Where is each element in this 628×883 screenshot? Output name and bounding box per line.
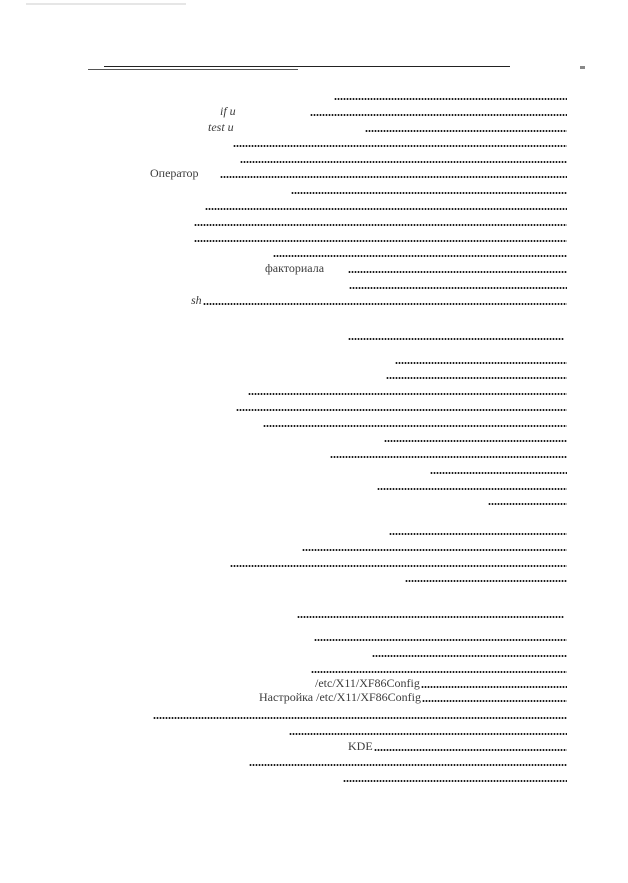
dot-leader	[377, 488, 567, 490]
toc-entry-text: Настройка /etc/X11/XF86Config	[259, 690, 421, 704]
toc-entry	[248, 753, 567, 767]
dot-leader	[384, 440, 567, 442]
toc-entry	[193, 213, 567, 227]
dot-leader	[194, 240, 567, 242]
scan-artifact	[26, 3, 186, 5]
toc-entry	[272, 244, 567, 258]
toc-entry	[394, 351, 567, 365]
toc-entry	[150, 165, 567, 179]
toc-entry	[333, 87, 567, 101]
toc-entry	[371, 644, 567, 658]
dot-leader	[233, 145, 567, 147]
dot-leader	[236, 409, 567, 411]
toc-entry	[383, 429, 567, 443]
toc-entry	[208, 119, 567, 133]
toc-entry	[310, 660, 567, 674]
toc-entry	[388, 522, 567, 536]
dot-leader	[334, 98, 567, 100]
dot-leader	[395, 362, 567, 364]
dot-leader	[310, 114, 567, 116]
toc-entry	[290, 181, 567, 195]
dot-leader	[205, 208, 567, 210]
toc-entry	[204, 197, 567, 211]
dot-leader	[488, 503, 567, 505]
toc-entry	[193, 229, 567, 243]
toc-entry	[262, 414, 567, 428]
toc-entry	[296, 605, 564, 619]
dot-leader	[291, 192, 567, 194]
toc-entry	[229, 554, 567, 568]
toc-entry-text: test и	[208, 120, 234, 134]
dot-leader	[302, 549, 567, 551]
toc-entry-text: /etc/X11/XF86Config	[315, 676, 420, 690]
toc-entry	[232, 134, 567, 148]
dot-leader	[273, 255, 567, 257]
header-rule	[88, 66, 510, 70]
toc-entry-text: KDE	[348, 739, 373, 753]
toc-entry-text: Оператор	[150, 166, 199, 180]
dot-leader	[405, 580, 567, 582]
toc-entry	[329, 445, 567, 459]
toc-entry	[385, 366, 567, 380]
toc-entry-text: факториала	[265, 261, 325, 275]
scan-artifact	[580, 66, 585, 69]
toc-entry-text: sh	[191, 293, 202, 307]
toc-entry	[376, 477, 567, 491]
dot-leader	[430, 472, 567, 474]
toc-entry-text: if и	[220, 104, 236, 118]
dot-leader	[194, 224, 567, 226]
dot-leader	[365, 130, 567, 132]
dot-leader	[422, 700, 567, 702]
toc-entry	[191, 292, 567, 306]
dot-leader	[389, 533, 567, 535]
dot-leader	[348, 271, 567, 273]
dot-leader	[348, 338, 564, 340]
dot-leader	[220, 176, 567, 178]
toc-entry	[348, 276, 567, 290]
dot-leader	[386, 377, 567, 379]
dot-leader	[311, 671, 567, 673]
toc-entry	[239, 150, 567, 164]
dot-leader	[249, 764, 567, 766]
toc-entry	[235, 398, 567, 412]
toc-entry	[220, 103, 567, 117]
dot-leader	[203, 303, 567, 305]
toc-entry	[315, 675, 567, 689]
dot-leader	[289, 733, 567, 735]
dot-leader	[240, 161, 567, 163]
toc-entry	[348, 738, 567, 752]
toc-entry	[288, 722, 567, 736]
dot-leader	[349, 287, 567, 289]
toc-entry	[347, 327, 564, 341]
toc-entry	[429, 461, 567, 475]
toc-entry	[265, 260, 567, 274]
toc-entry	[342, 769, 567, 783]
dot-leader	[372, 655, 567, 657]
toc-entry	[259, 689, 567, 703]
dot-leader	[314, 639, 567, 641]
toc-entry	[301, 538, 567, 552]
toc-entry	[487, 492, 567, 506]
dot-leader	[153, 717, 567, 719]
dot-leader	[421, 686, 567, 688]
toc-entry	[152, 706, 567, 720]
dot-leader	[248, 393, 567, 395]
dot-leader	[343, 780, 567, 782]
dot-leader	[297, 616, 564, 618]
toc-entry	[404, 569, 567, 583]
dot-leader	[263, 425, 567, 427]
toc-entry	[247, 382, 567, 396]
dot-leader	[374, 749, 567, 751]
dot-leader	[230, 565, 567, 567]
toc-entry	[313, 628, 567, 642]
dot-leader	[330, 456, 567, 458]
